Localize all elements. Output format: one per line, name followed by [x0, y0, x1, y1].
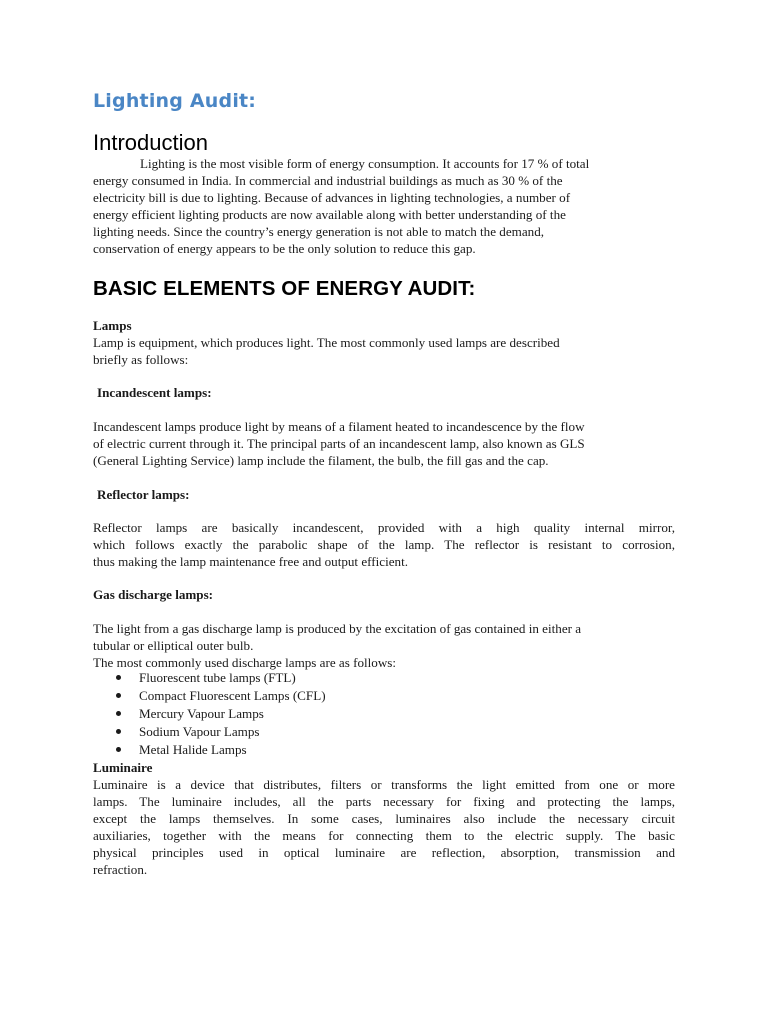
paragraph-line: (General Lighting Service) lamp include the filament, the bulb, the fill gas and the cap. [93, 453, 549, 468]
reflector-lamps-paragraph [93, 519, 675, 570]
luminaire-heading: Luminaire [93, 760, 153, 775]
paragraph-line: The light from a gas discharge lamp is produced by the excitation of gas contained in either a [93, 621, 582, 636]
gas-discharge-paragraph [93, 620, 675, 671]
document-title: Lighting Audit: [93, 90, 257, 112]
paragraph-line: Lamp is equipment, which produces light. The most commonly used lamps are described [93, 335, 560, 350]
bullet-icon [116, 747, 121, 752]
paragraph-line: except the lamps themselves. In some cases, luminaires also include the necessary circuit [93, 811, 675, 826]
lamps-heading: Lamps [93, 318, 132, 333]
paragraph-line: of electric current through it. The principal parts of an incandescent lamp, also known as GLS [93, 436, 585, 451]
paragraph-line: briefly as follows: [93, 352, 189, 367]
paragraph-line: auxiliaries, together with the means for connecting them to the electric supply. The basic [93, 828, 675, 843]
paragraph-line: conservation of energy appears to be the only solution to reduce this gap. [93, 241, 476, 256]
luminaire-paragraph [93, 776, 675, 878]
paragraph-line: which follows exactly the parabolic shape of the lamp. The reflector is resistant to corrosion, [93, 537, 675, 552]
introduction-heading: Introduction [93, 130, 208, 155]
discharge-lamps-list [93, 669, 326, 759]
paragraph-line: energy consumed in India. In commercial and industrial buildings as much as 30 % of the [93, 173, 563, 188]
bullet-icon [116, 711, 121, 716]
lamps-paragraph [93, 334, 675, 368]
paragraph-line: thus making the lamp maintenance free and output efficient. [93, 554, 408, 569]
paragraph-line: tubular or elliptical outer bulb. [93, 638, 254, 653]
incandescent-lamps-paragraph [93, 418, 675, 469]
paragraph-line: lighting needs. Since the country’s energy generation is not able to match the demand, [93, 224, 545, 239]
reflector-lamps-heading: Reflector lamps: [97, 487, 190, 502]
list-item: Compact Fluorescent Lamps (CFL) [93, 687, 326, 705]
bullet-icon [116, 675, 121, 680]
bullet-icon [116, 693, 121, 698]
paragraph-line: The most commonly used discharge lamps are as follows: [93, 655, 397, 670]
list-item: Mercury Vapour Lamps [93, 705, 326, 723]
list-item: Metal Halide Lamps [93, 741, 326, 759]
paragraph-line: physical principles used in optical luminaire are reflection, absorption, transmission and [93, 845, 675, 860]
introduction-paragraph [93, 155, 675, 257]
paragraph-line: refraction. [93, 862, 148, 877]
basic-elements-heading: BASIC ELEMENTS OF ENERGY AUDIT: [93, 277, 476, 300]
bullet-icon [116, 729, 121, 734]
paragraph-line: Lighting is the most visible form of energy consumption. It accounts for 17 % of total [140, 156, 590, 171]
paragraph-line: Luminaire is a device that distributes, filters or transforms the light emitted from one or more [93, 777, 675, 792]
list-item: Fluorescent tube lamps (FTL) [93, 669, 326, 687]
gas-discharge-lamps-heading: Gas discharge lamps: [93, 587, 214, 602]
paragraph-line: lamps. The luminaire includes, all the parts necessary for fixing and protecting the lamps, [93, 794, 675, 809]
paragraph-line: energy efficient lighting products are now available along with better understanding of the [93, 207, 566, 222]
paragraph-line: electricity bill is due to lighting. Because of advances in lighting technologies, a number of [93, 190, 571, 205]
list-item: Sodium Vapour Lamps [93, 723, 326, 741]
paragraph-line: Reflector lamps are basically incandescent, provided with a high quality internal mirror, [93, 520, 675, 535]
paragraph-line: Incandescent lamps produce light by means of a filament heated to incandescence by the flow [93, 419, 585, 434]
incandescent-lamps-heading: Incandescent lamps: [97, 385, 212, 400]
